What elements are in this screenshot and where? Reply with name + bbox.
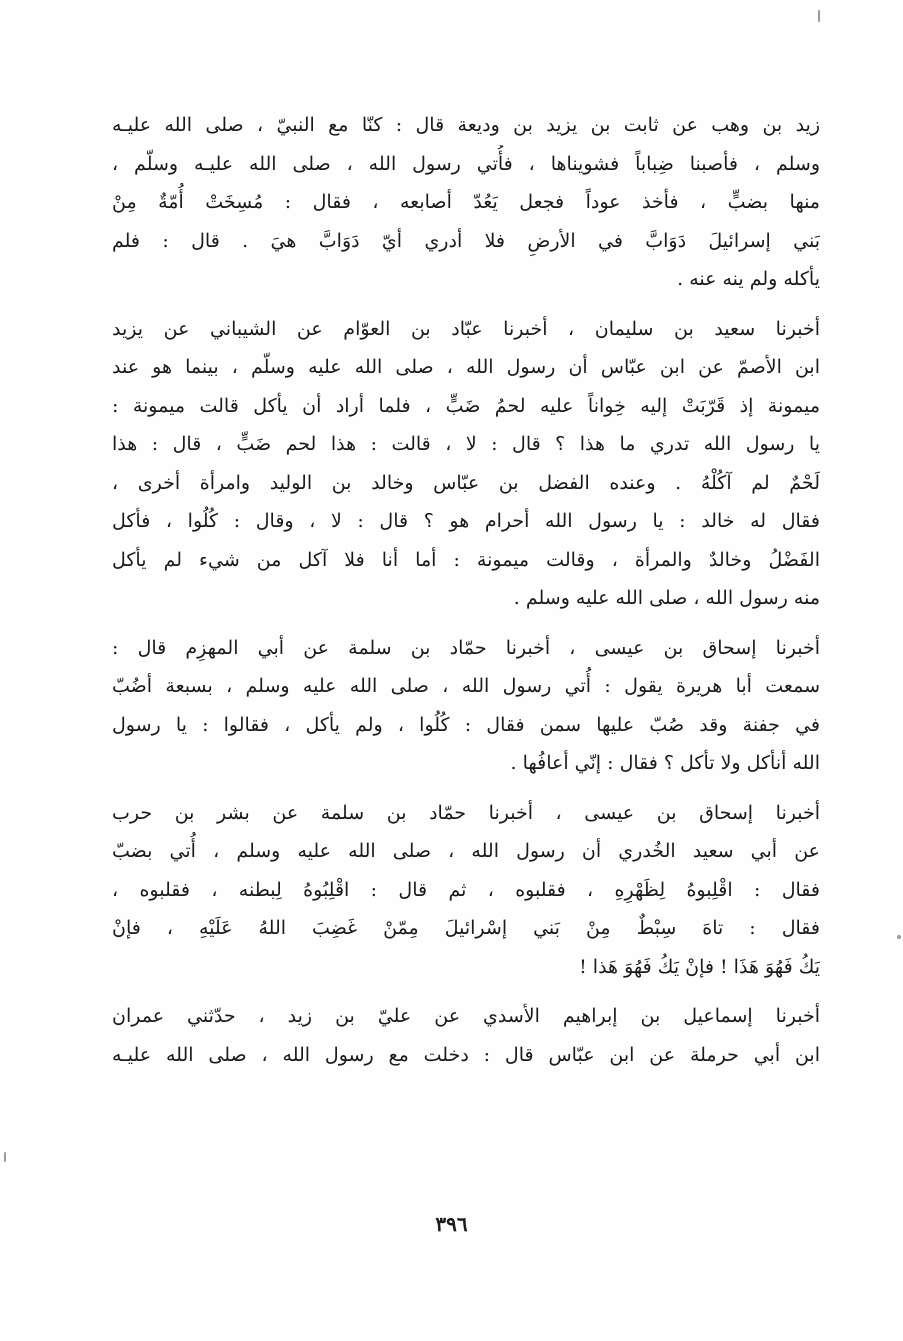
text-line: عن أبي سعيد الخُدري أن رسول الله ، صلى الله عليه وسلم ، أُتي بضبّ xyxy=(112,840,820,862)
body-text xyxy=(112,106,820,1074)
text-line: ميمونة إذ قَرّبَتْ إليه خِواناً عليه لحمُ ضَبٍّ ، فلما أراد أن يأكل قالت ميمونة : xyxy=(112,394,820,417)
text-line: فقال : تاهَ سِبْطٌ مِنْ بَني إسْرائيلَ مِمّنْ غَضِبَ اللهُ عَلَيْهِ ، فإنْ xyxy=(112,917,820,939)
text-line: سمعت أبا هريرة يقول : أُتي رسول الله ، صلى الله عليه وسلم ، بسبعة أضُبّ xyxy=(112,675,820,697)
text-line: أخبرنا إسحاق بن عيسى ، أخبرنا حمّاد بن سلمة عن بشر بن حرب xyxy=(112,801,820,824)
paragraph xyxy=(112,310,820,618)
paragraph xyxy=(112,106,820,299)
text-line: أخبرنا إسماعيل بن إبراهيم الأسدي عن عليّ بن زيد ، حدّثني عمران xyxy=(112,1005,820,1027)
text-line: الله أنأكل ولا تأكل ؟ فقال : إنّي أعافُها . xyxy=(510,752,820,774)
scan-speck xyxy=(818,10,820,22)
text-line: يا رسول الله تدري ما هذا ؟ قال : لا ، قالت : هذا لحم ضَبٍّ ، قال : هذا xyxy=(112,433,820,455)
text-line: فقال : اقْلِبوهُ لِظَهْرِهِ ، فقلبوه ، ثم قال : اقْلِبُوهُ لِبطنه ، فقلبوه ، xyxy=(112,878,820,901)
text-line: ابن أبي حرملة عن ابن عبّاس قال : دخلت مع رسول الله ، صلى الله عليـه xyxy=(112,1043,820,1066)
paragraph xyxy=(112,997,820,1074)
text-line: فقال له خالد : يا رسول الله أحرام هو ؟ قال : لا ، وقال : كُلُوا ، فأكل xyxy=(112,510,820,532)
paragraph xyxy=(112,794,820,987)
text-line: منها بضبٍّ ، فأخذ عوداً فجعل يَعُدّ أصابعه ، فقال : مُسِخَتْ أُمّةٌ مِنْ xyxy=(112,191,820,213)
text-line: لَحْمٌ لم آكُلْهُ . وعنده الفضل بن عبّاس وخالد بن الوليد وامرأة أخرى ، xyxy=(112,471,820,494)
text-line: أخبرنا إسحاق بن عيسى ، أخبرنا حمّاد بن سلمة عن أبي المهزِم قال : xyxy=(112,636,820,659)
text-line: يَكُ فَهُوَ هَذَا ! فإنْ يَكُ فَهُوَ هَذا ! xyxy=(579,955,820,978)
page-number: ٣٩٦ xyxy=(435,1212,468,1236)
text-line: ابن الأصمّ عن ابن عبّاس أن رسول الله ، صلى الله عليه وسلّم ، بينما هو عند xyxy=(112,356,820,378)
text-line: منه رسول الله ، صلى الله عليه وسلم . xyxy=(513,587,820,609)
scan-speck xyxy=(4,1152,6,1162)
text-line: الفَضْلُ وخالدٌ والمرأة ، وقالت ميمونة : أما أنا فلا آكل من شيء لم يأكل xyxy=(112,548,820,571)
paragraph xyxy=(112,629,820,783)
text-line: في جفنة وقد صُبّ عليها سمن فقال : كُلُوا ، ولم يأكل ، فقالوا : يا رسول xyxy=(112,713,820,736)
text-line: وسلم ، فأصبنا ضِباباً فشويناها ، فأُتي رسول الله ، صلى الله عليـه وسلّم ، xyxy=(112,152,820,175)
text-line: يأكله ولم ينه عنه . xyxy=(677,268,820,290)
text-line: بَني إسرائيلَ دَوَابَّ في الأرضِ فلا أدري أيّ دَوَابَّ هيَ . قال : فلم xyxy=(112,229,820,252)
scan-speck xyxy=(897,935,901,939)
text-line: زيد بن وهب عن ثابت بن يزيد بن وديعة قال : كنّا مع النبيّ ، صلى الله عليـه xyxy=(112,114,820,136)
text-line: أخبرنا سعيد بن سليمان ، أخبرنا عبّاد بن العوّام عن الشيباني عن يزيد xyxy=(112,317,820,340)
